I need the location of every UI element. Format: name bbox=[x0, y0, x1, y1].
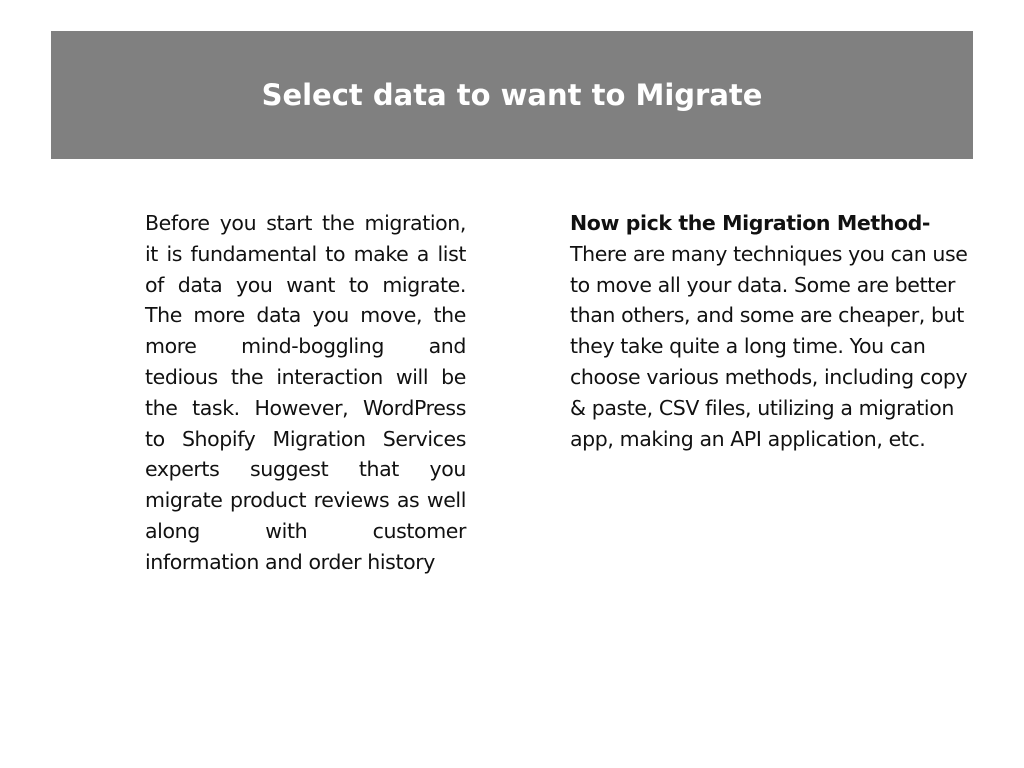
left-column-text bbox=[145, 208, 466, 578]
left-column-paragraph: Before you start the migration, it is fundamental to make a list of data you want to migrate. The more data you move, the more mind-boggling and tedious the interaction will be the task. However, WordPress to Shopify Migration Services experts suggest that you migrate product reviews as well along with customer information and order history bbox=[145, 211, 466, 574]
title-bar bbox=[51, 31, 973, 159]
right-column-text bbox=[570, 208, 970, 454]
right-column-paragraph: There are many techniques you can use to move all your data. Some are better than others, and some are cheaper, but they take quite a long time. You can choose various methods, including copy & paste, CSV files, utilizing a migration app, making an API application, etc. bbox=[570, 241, 968, 451]
slide-title: Select data to want to Migrate bbox=[261, 78, 763, 112]
migration-method-heading: Now pick the Migration Method- bbox=[570, 211, 931, 235]
